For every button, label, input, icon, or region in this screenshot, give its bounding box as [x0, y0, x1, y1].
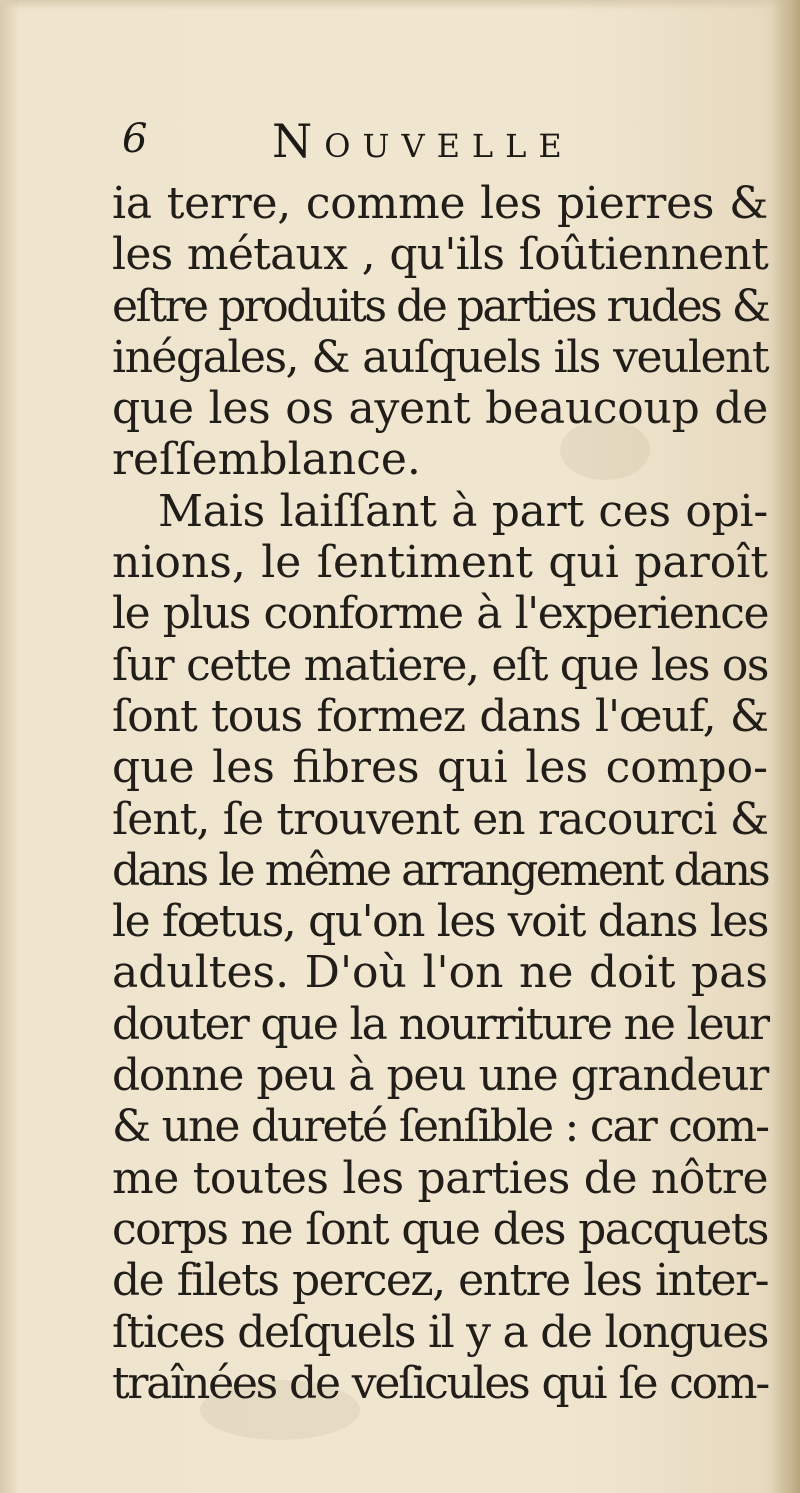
text-line: ſont tous formez dans l'œuf, & [112, 690, 768, 742]
text-line: eſtre produits de parties rudes & [112, 280, 769, 332]
page-top-edge [0, 0, 800, 10]
text-line: me toutes les parties de nôtre [112, 1152, 768, 1204]
text-line: & une dureté ſenſible : car com- [112, 1101, 768, 1153]
text-line: le plus conforme à l'experience [112, 588, 768, 640]
text-line: adultes. D'où l'on ne doit pas [112, 947, 768, 999]
page-gutter-shadow [772, 0, 800, 1493]
text-line: Mais laiſſant à part ces opi- [158, 485, 768, 537]
text-line: les métaux , qu'ils ſoûtiennent [112, 229, 768, 281]
text-line: inégales, & auſquels ils veulent [112, 331, 768, 383]
page-header [122, 110, 662, 180]
text-line: ia terre, comme les pierres & [112, 178, 768, 229]
text-line: ſur cette matiere, eſt que les os [112, 639, 768, 691]
text-line: que les fibres qui les compo- [112, 742, 768, 794]
text-line: nions, le ſentiment qui paroît [112, 537, 768, 589]
text-line: traînées de veſicules qui ſe com- [112, 1357, 768, 1409]
text-line: ſtices deſquels il y a de longues [112, 1306, 768, 1358]
text-line: donne peu à peu une grandeur [112, 1050, 768, 1102]
text-line: corps ne ſont que des pacquets [112, 1203, 768, 1255]
text-line: dans le même arrangement dans [112, 844, 768, 896]
text-line: reſſemblance. [112, 434, 421, 486]
text-line: le fœtus, qu'on les voit dans les [112, 896, 768, 948]
text-line: douter que la nourriture ne leur [112, 998, 768, 1050]
text-line: de filets percez, entre les inter- [112, 1255, 768, 1307]
page-left-edge [0, 0, 18, 1493]
running-head: Nouvelle [272, 114, 574, 168]
body-text [112, 178, 768, 1409]
text-line: ſent, ſe trouvent en racourci & [112, 793, 768, 845]
page-number: 6 [122, 116, 148, 162]
text-line: que les os ayent beaucoup de [112, 383, 768, 435]
